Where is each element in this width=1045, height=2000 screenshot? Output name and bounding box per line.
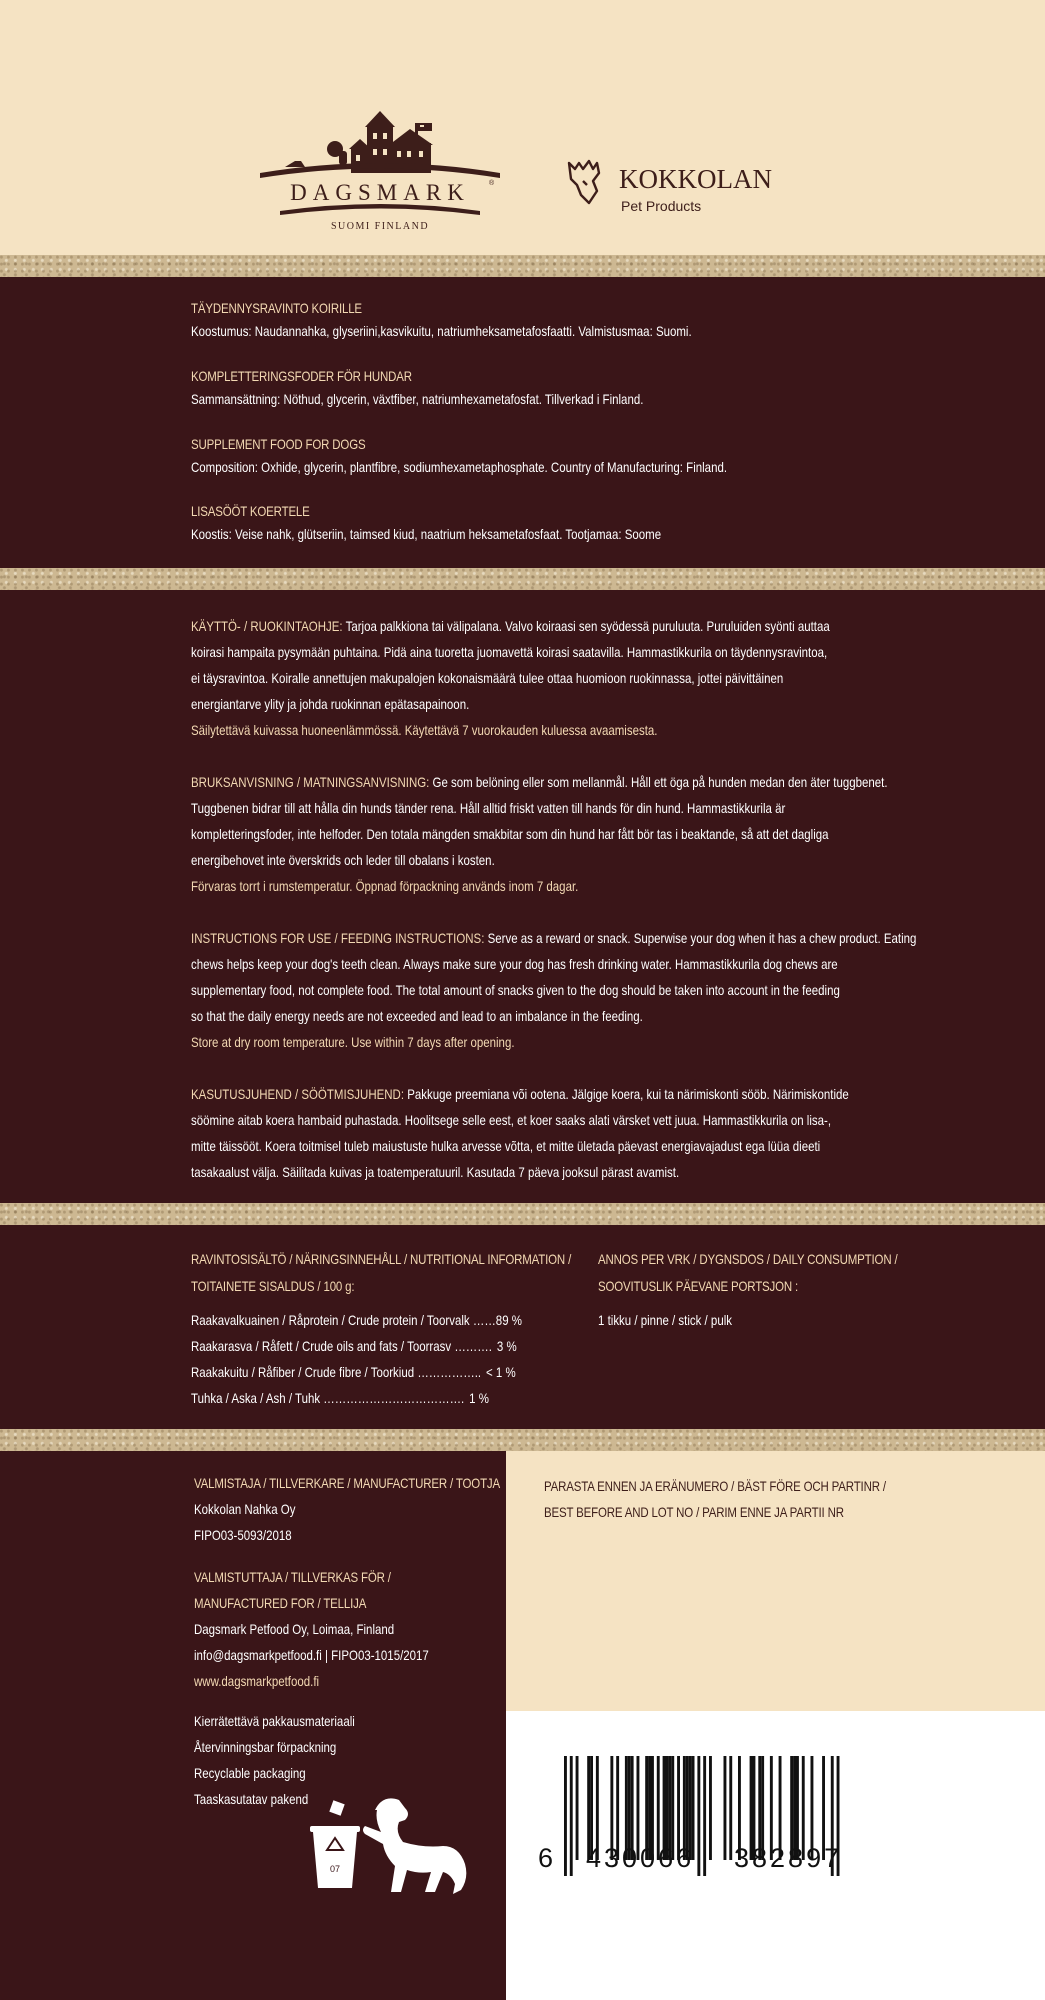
- recycling-dog-icon: [305, 1788, 475, 1898]
- svg-text:KOKKOLAN: KOKKOLAN: [619, 164, 772, 194]
- website-link[interactable]: www.dagsmarkpetfood.fi: [194, 1673, 320, 1689]
- storage-note: Säilytettävä kuivassa huoneenlämmössä. Käytettävä 7 vuorokauden kuluessa avaamisesta.: [191, 722, 658, 738]
- instruction-label: INSTRUCTIONS FOR USE / FEEDING INSTRUCTIONS:: [191, 930, 485, 946]
- instruction-block-fi: KÄYTTÖ- / RUOKINTAOHJE: Tarjoa palkkiona tai välipalana. Valvo koiraasi sen syödessä puruluuta. Puruluiden syönti auttaa koirasi hampaita pysymään puhtaina. Pidä aina tuoretta juomavettä koirasi saatavilla. Hammastikkurila on täydennysravintoa, ei täysravintoa. Koiralle annettujen makupalojen kokonaismäärä tulee ottaa huomioon ruokinnassa, jottei päivittäinen energiantarve ylity ja johda ruokinnan epätasapainoon. Säilytettävä kuivassa huoneenlämmössä. Käytettävä 7 vuorokauden kuluessa avaamisesta.: [191, 613, 1011, 743]
- kraft-strip-3: [0, 1203, 1045, 1225]
- composition-block-en: [191, 436, 845, 480]
- header-area: [0, 0, 1045, 255]
- barcode-bar: [703, 1756, 706, 1876]
- composition-block-sv: [191, 368, 743, 412]
- instruction-label: KASUTUSJUHEND / SÖÖTMISJUHEND:: [191, 1086, 405, 1102]
- dagsmark-logo: [255, 105, 505, 235]
- recycling-info: Kierrätettävä pakkausmateriaali Återvinningsbar förpackning Recyclable packaging Taaskasutatav pakend: [194, 1713, 355, 1807]
- composition-heading: TÄYDENNYSRAVINTO KOIRILLE: [191, 300, 362, 316]
- composition-text: Koostis: Veise nahk, glütseriin, taimsed kiud, naatrium heksametafosfaat. Tootjamaa: Soome: [191, 526, 662, 542]
- svg-text:Pet Products: Pet Products: [621, 198, 702, 214]
- composition-text: Sammansättning: Nöthud, glycerin, växtfiber, natriumhexametafosfat. Tillverkad i Finland.: [191, 391, 644, 407]
- instruction-label: BRUKSANVISNING / MATNINGSANVISNING:: [191, 774, 430, 790]
- composition-heading: LISASÖÖT KOERTELE: [191, 503, 310, 519]
- nutrition-panel: [0, 1225, 1045, 1429]
- moose-icon: [563, 155, 803, 225]
- composition-block-fi: [191, 300, 802, 344]
- storage-note: Förvaras torrt i rumstemperatur. Öppnad förpackning används inom 7 dagar.: [191, 878, 579, 894]
- barcode-bar: [709, 1756, 712, 1860]
- manufacturer-panel: VALMISTAJA / TILLVERKARE / MANUFACTURER / TOOTJA Kokkolan Nahka Oy FIPO03-5093/2018 VALMISTUTTAJA / TILLVERKAS FÖR / MANUFACTURED FOR / TELLIJA Dagsmark Petfood Oy, Loimaa, Finland info@dagsmarkpetfood.fi | FIPO03-1015/2017 www.dagsmarkpetfood.fi Kierrätettävä pakkausmateriaali Återvinningsbar förpackning Recyclable packaging Taaskasutatav pakend 07: [0, 1451, 506, 2000]
- kraft-strip-4: [0, 1429, 1045, 1451]
- nutrition-table: [191, 1307, 571, 1411]
- composition-block-et: [191, 503, 764, 547]
- svg-text:07: 07: [329, 1864, 341, 1874]
- svg-text:®: ®: [489, 180, 495, 187]
- barcode-area: [506, 1711, 1045, 2000]
- storage-note: Store at dry room temperature. Use within 7 days after opening.: [191, 1034, 515, 1050]
- manufactured-for-heading: VALMISTUTTAJA / TILLVERKAS FÖR /: [194, 1569, 391, 1585]
- nutrition-row: Raakavalkuainen / Råprotein / Crude protein / Toorvalk ……89 %: [191, 1312, 522, 1328]
- instruction-block-sv: BRUKSANVISNING / MATNINGSANVISNING: Ge som belöning eller som mellanmål. Håll ett öga på hunden medan den äter tuggbenet. Tuggbenen bidrar till att hålla din hunds tänder rena. Håll alltid friskt vatten till hands för din hund. Hammastikkurila är kompletteringsfoder, inte helfoder. Den totala mängden smakbitar som din hund har fått bör tas i beaktande, så att det dagliga energibehovet inte överskrids och leder till obalans i kosten. Förvaras torrt i rumstemperatur. Öppnad förpackning används inom 7 dagar.: [191, 769, 1011, 899]
- composition-text: Koostumus: Naudannahka, glyseriini,kasvikuitu, natriumheksametafosfaatti. Valmistusmaa: Suomi.: [191, 323, 692, 339]
- kokkolan-logo: [563, 155, 803, 225]
- barcode-bar: [697, 1756, 700, 1876]
- barcode-digit-first: 6: [538, 1843, 555, 1873]
- instruction-block-en: INSTRUCTIONS FOR USE / FEEDING INSTRUCTIONS: Serve as a reward or snack. Superwise your dog when it has a chew product. Eating chews helps keep your dog's teeth clean. Always make sure your dog has fresh drinking water. Hammastikkurila dog chews are supplementary food, not complete food. The total amount of snacks given to the dog should be taken into account in the feeding so that the daily energy needs are not exceeded and lead to an imbalance in the feeding. Store at dry room temperature. Use within 7 days after opening.: [191, 925, 1011, 1055]
- svg-text:SUOMI FINLAND: SUOMI FINLAND: [330, 221, 430, 232]
- barcode-digits-right: 382897: [734, 1843, 843, 1873]
- nutrition-heading: RAVINTOSISÄLTÖ / NÄRINGSINNEHÅLL / NUTRITIONAL INFORMATION / TOITAINETE SISALDUS / 100 g:: [191, 1251, 572, 1294]
- composition-heading: SUPPLEMENT FOOD FOR DOGS: [191, 436, 366, 452]
- instructions-panel: [0, 590, 1045, 1203]
- nutrition-row: Raakakuitu / Råfiber / Crude fibre / Toorkiud …………….. < 1 %: [191, 1364, 516, 1380]
- barcode-bar: [570, 1756, 573, 1876]
- instruction-block-et: KASUTUSJUHEND / SÖÖTMISJUHEND: Pakkuge preemiana või ootena. Jälgige koera, kui ta närimiskonti sööb. Närimiskontide söömine aitab koera hambaid puhastada. Hoolitsege selle eest, et koer saaks alati värsket vett juua. Hammastikkurila on lisa-, mitte täissööt. Koera toitmisel tuleb maiustuste hulka arvesse võtta, et mitte ületada päevast energiavajadust ega lüüa dieeti tasakaalust välja. Säilitada kuivas ja toatemperatuuril. Kasutada 7 päeva jooksul pärast avamist.: [191, 1086, 849, 1180]
- nutrition-row: Raakarasva / Råfett / Crude oils and fats / Toorrasv ………. 3 %: [191, 1338, 517, 1354]
- composition-text: Composition: Oxhide, glycerin, plantfibre, sodiumhexametaphosphate. Country of Manufacturing: Finland.: [191, 459, 728, 475]
- barcode-bar: [564, 1756, 567, 1876]
- barcode-bar: [729, 1756, 732, 1860]
- composition-heading: KOMPLETTERINGSFODER FÖR HUNDAR: [191, 368, 412, 384]
- kraft-strip-2: [0, 568, 1045, 590]
- instruction-label: KÄYTTÖ- / RUOKINTAOHJE:: [191, 618, 343, 634]
- composition-panel: [0, 277, 1045, 568]
- barcode-bar: [724, 1756, 727, 1860]
- best-before-area: PARASTA ENNEN JA ERÄNUMERO / BÄST FÖRE OCH PARTINR / BEST BEFORE AND LOT NO / PARIM ENNE JA PARTII NR: [506, 1451, 1045, 1711]
- barcode-digits-left: 430066: [586, 1843, 695, 1873]
- maker-name: Kokkolan Nahka Oy: [194, 1501, 296, 1517]
- nutrition-row: Tuhka / Aska / Ash / Tuhk ………………………………. 1 %: [191, 1390, 489, 1406]
- farmhouse-icon: [255, 105, 505, 235]
- maker-heading: VALMISTAJA / TILLVERKARE / MANUFACTURER / TOOTJA: [194, 1475, 500, 1491]
- maker-code: FIPO03-5093/2018: [194, 1527, 292, 1543]
- daily-consumption: ANNOS PER VRK / DYGNSDOS / DAILY CONSUMPTION / SOOVITUSLIK PÄEVANE PORTSJON : 1 tikku / pinne / stick / pulk: [598, 1251, 898, 1328]
- kraft-strip-1: [0, 255, 1045, 277]
- barcode-bar: [576, 1756, 579, 1860]
- dagsmark-wordmark: DAGSMARK: [290, 180, 470, 205]
